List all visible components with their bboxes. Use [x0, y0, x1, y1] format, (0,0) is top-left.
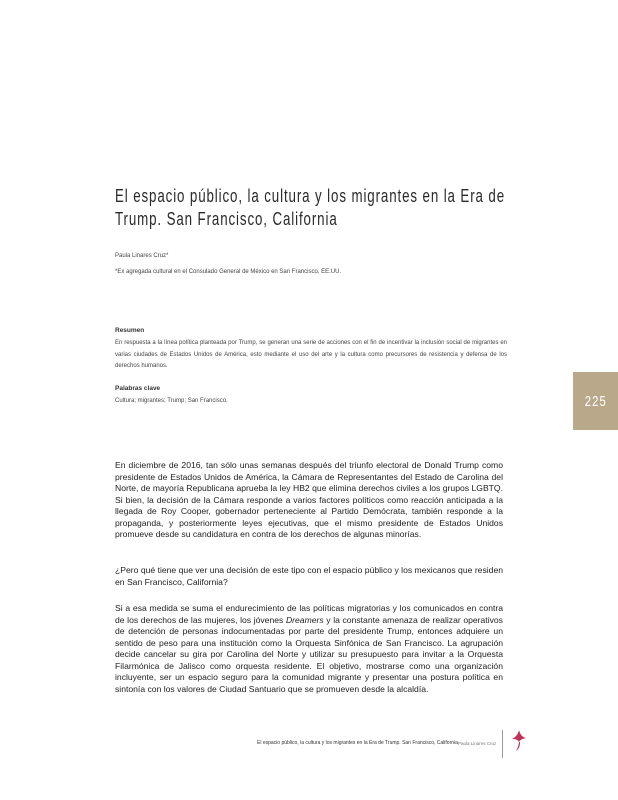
footer-divider: [502, 730, 503, 758]
bird-logo-icon: [510, 728, 528, 752]
footer-running-title: El espacio público, la cultura y los migrantes en la Era de Trump. San Francisco, California: [257, 740, 458, 746]
article-title: El espacio público, la cultura y los migrantes en la Era de Trump. San Francisco, California: [115, 186, 506, 229]
keywords-text: Cultura; migrantes; Trump; San Francisco.: [115, 398, 228, 404]
dreamers-emphasis: Dreamers: [285, 614, 324, 625]
body-paragraph-2: ¿Pero qué tiene que ver una decisión de este tipo con el espacio público y los mexicanos que residen en San Francisco, California?: [115, 565, 503, 587]
body-paragraph-3-start: Si a esa medida se suma el endurecimiento de las políticas migratorias y los comunicados en contra de los derechos de las mujeres, los jóvenes: [115, 603, 503, 625]
body-paragraph-3: [115, 603, 503, 695]
author-affiliation: *Ex agregada cultural en el Consulado General de México en San Francisco, EE.UU.: [115, 269, 342, 275]
footer-author: Paula Linares Cruz: [458, 741, 497, 746]
abstract-label: Resumen: [115, 327, 145, 334]
body-paragraph-1: En diciembre de 2016, tan sólo unas semanas después del triunfo electoral de Donald Trump como presidente de Estados Unidos de América, la Cámara de Representantes del Estado de Carolina del Norte, de mayoría Republicana aprueba la ley HB2 que elimina derechos civiles a los grupos LGBTQ. Si bien, la decisión de la Cámara responde a varios factores políticos como reacción anticipada a la llegada de Roy Cooper, gobernador perteneciente al Partido Demócrata, también responde a la propaganda, y posteriormente leyes ejecutivas, que el mismo presidente de Estados Unidos promueve desde su candidatura en contra de los derechos de algunas minorías.: [115, 460, 503, 539]
page-number-tab: [573, 372, 618, 430]
abstract-text: En respuesta a la línea política planteada por Trump, se generan una serie de acciones con el fin de incentivar la inclusión social de migrantes en varias ciudades de Estados Unidos de América, esto mediante el uso del arte y la cultura como precursores de resistencia y defensa de los derechos humanos.: [115, 340, 507, 369]
page-number: 225: [584, 392, 607, 410]
keywords-label: Palabras clave: [115, 385, 161, 392]
author-name: Paula Linares Cruz*: [115, 253, 169, 259]
body-paragraph-3-end: y la constante amenaza de realizar operativos de detención de personas indocumentadas por parte del presidente Trump, entonces adquiere un sentido de peso para una institución como la Orquesta Sinfónica de San Francisco. La agrupación decide cancelar su gira por Carolina del Norte y utilizar su presupuesto para invitar a la Orquesta Filarmónica de Jalisco como orquesta residente. El objetivo, mostrarse como una organización incluyente, ser un espacio seguro para la comunidad migrante y presentar una postura política en sintonía con los valores de Ciudad Santuario que se promueven desde la alcaldía.: [115, 614, 503, 694]
